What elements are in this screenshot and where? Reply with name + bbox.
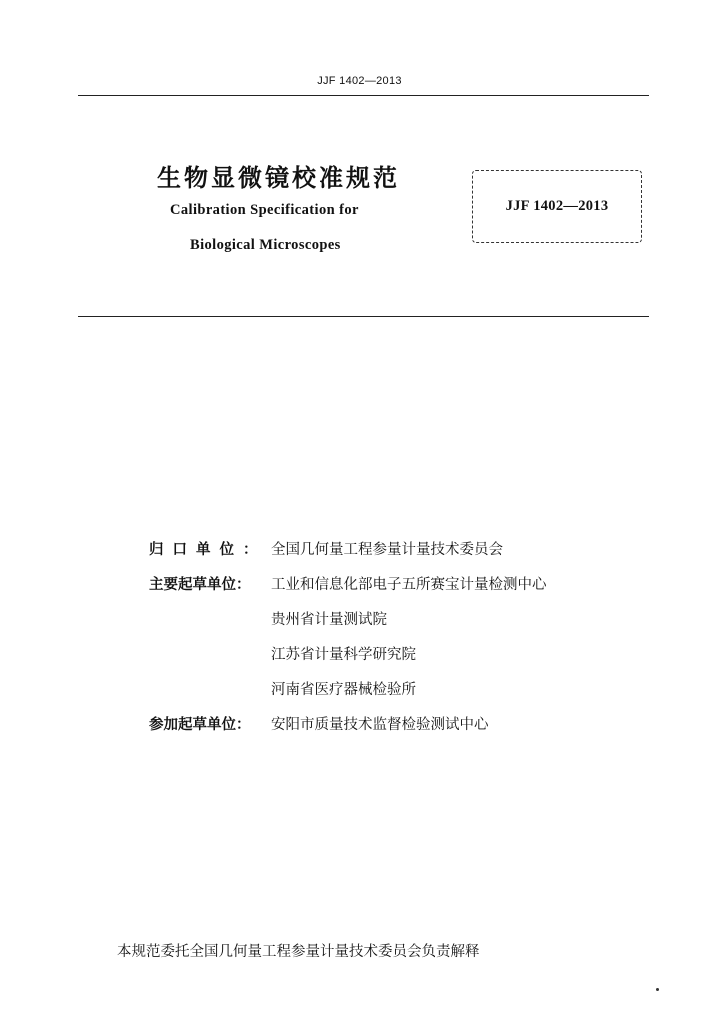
interpretation-note: 本规范委托全国几何量工程参量计量技术委员会负责解释: [117, 944, 480, 960]
title-divider: [78, 316, 649, 317]
standard-code-box: [472, 170, 642, 243]
header-divider: [78, 95, 649, 96]
participating-drafting-unit: 安阳市质量技术监督检验测试中心: [271, 717, 489, 733]
main-drafting-unit-2: 贵州省计量测试院: [271, 612, 387, 628]
main-drafting-unit-3: 江苏省计量科学研究院: [271, 647, 416, 663]
responsible-unit-label: 归口单位：: [149, 542, 267, 558]
standard-code: JJF 1402—2013: [505, 198, 609, 214]
title-chinese: 生物显微镜校准规范: [157, 164, 400, 192]
title-english-line1: Calibration Specification for: [170, 202, 359, 218]
header-standard-code: JJF 1402—2013: [317, 75, 402, 87]
main-drafting-unit-1: 工业和信息化部电子五所赛宝计量检测中心: [271, 577, 547, 593]
participating-drafting-label: 参加起草单位：: [149, 717, 251, 733]
responsible-unit-value: 全国几何量工程参量计量技术委员会: [271, 542, 503, 558]
title-english-line2: Biological Microscopes: [190, 237, 341, 253]
page-mark: [656, 988, 659, 991]
main-drafting-unit-4: 河南省医疗器械检验所: [271, 682, 416, 698]
main-drafting-label: 主要起草单位：: [149, 577, 251, 593]
